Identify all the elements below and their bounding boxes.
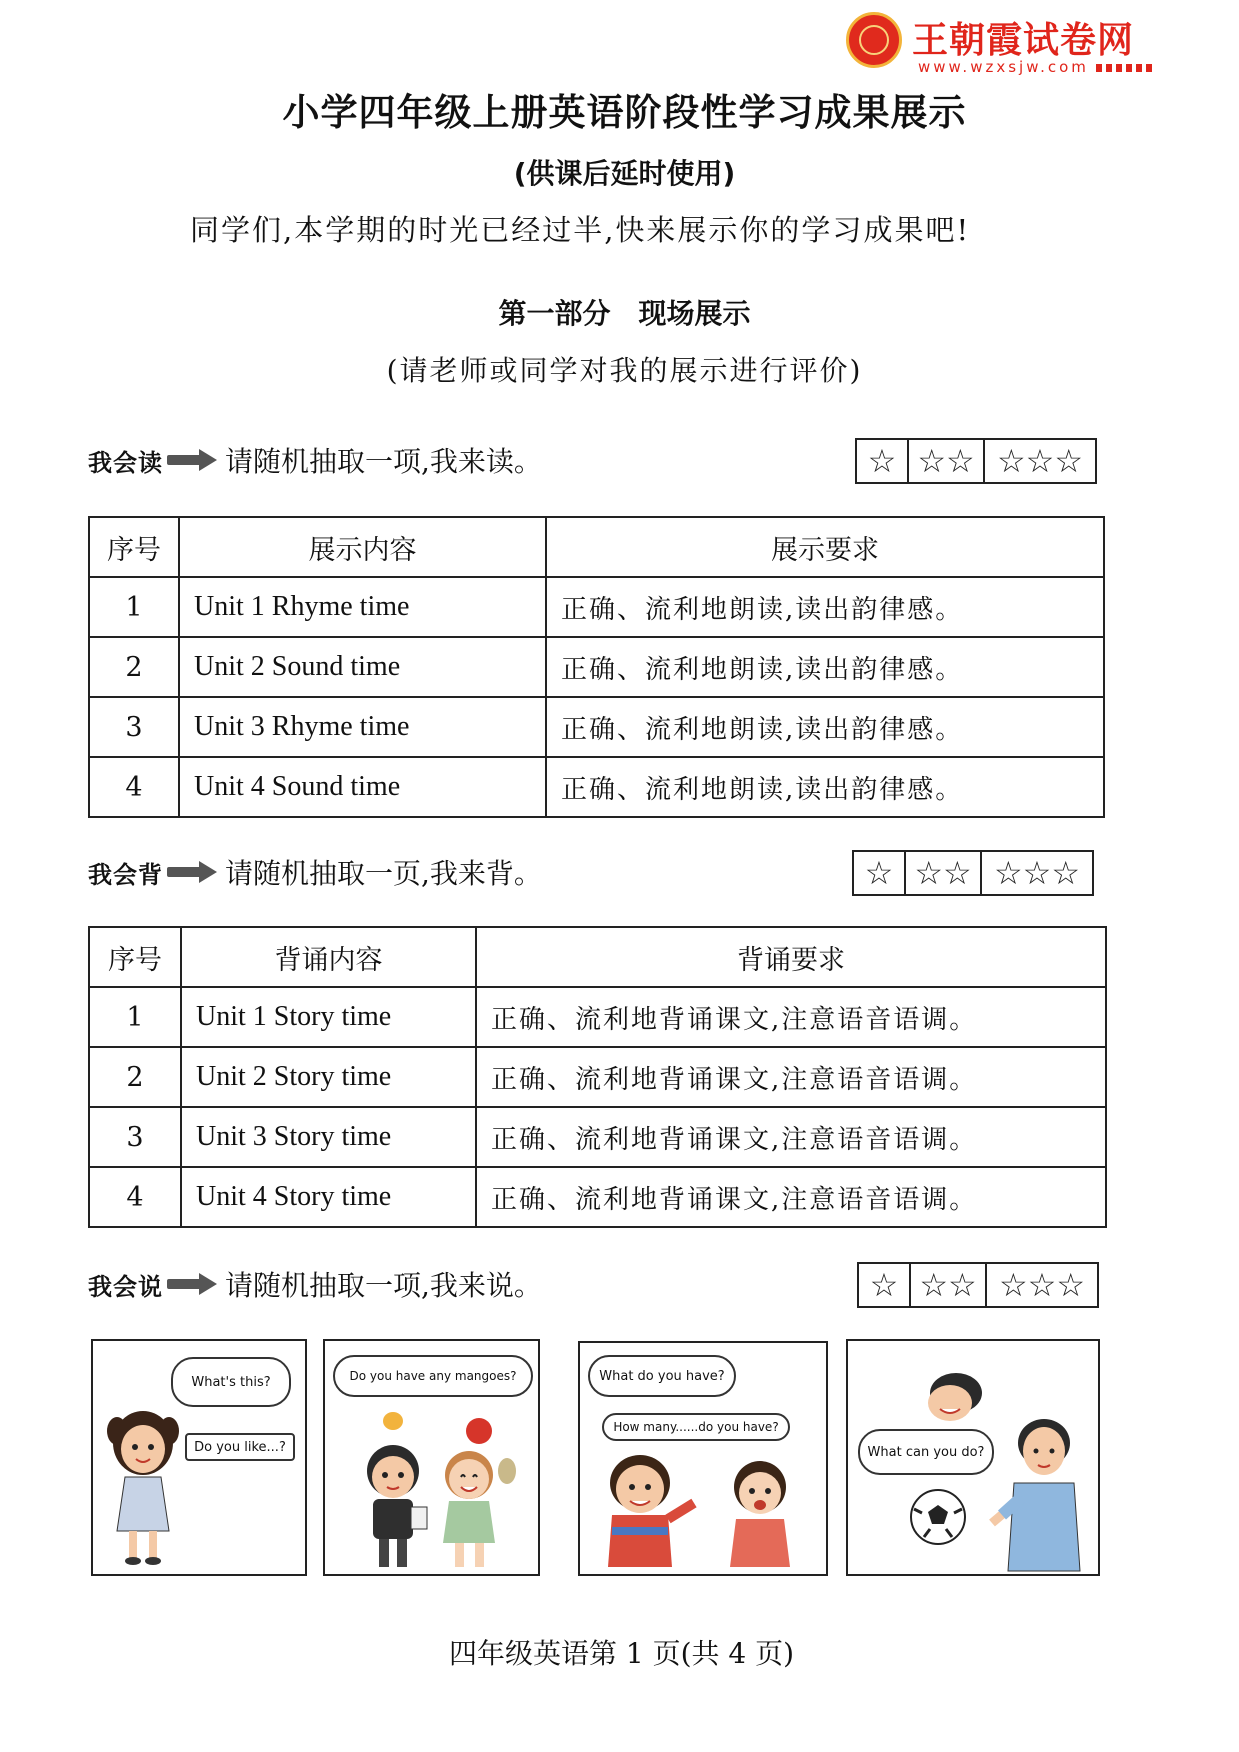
comic-panel-3[interactable]: [578, 1341, 828, 1576]
recite-instruction: 请随机抽取一页,我来背。: [225, 857, 542, 890]
row-no: 1: [89, 577, 179, 637]
intro-text: 同学们,本学期的时光已经过半,快来展示你的学习成果吧!: [190, 213, 971, 247]
row-req: 正确、流利地朗读,读出韵律感。: [546, 637, 1104, 697]
table-row: [89, 1107, 1106, 1167]
arrow-right-icon: [167, 861, 219, 883]
speech-bubble: Do you like...?: [185, 1433, 295, 1461]
row-req: 正确、流利地朗读,读出韵律感。: [546, 577, 1104, 637]
recite-section-name: 我会背: [88, 860, 163, 889]
table-row: [89, 697, 1104, 757]
logo-name: 王朝霞试卷网: [912, 20, 1135, 61]
row-content: Unit 3 Story time: [181, 1107, 476, 1167]
row-no: 3: [89, 697, 179, 757]
read-section-heading: [88, 440, 542, 480]
row-content: Unit 2 Sound time: [179, 637, 546, 697]
speech-bubble: What's this?: [171, 1357, 291, 1407]
logo-url: www.wzxsjw.com: [918, 58, 1089, 76]
rating-one-star[interactable]: ☆: [859, 1264, 911, 1306]
row-content: Unit 1 Story time: [181, 987, 476, 1047]
table-header-row: [89, 927, 1106, 987]
table-row: [89, 577, 1104, 637]
speak-section-heading: [88, 1264, 542, 1304]
read-table: [88, 516, 1105, 818]
speak-rating[interactable]: [857, 1262, 1099, 1308]
col-header-req: 背诵要求: [476, 927, 1106, 987]
row-content: Unit 4 Story time: [181, 1167, 476, 1227]
rating-one-star[interactable]: ☆: [854, 852, 906, 894]
boy-and-girl-figure-icon: [590, 1443, 820, 1573]
rating-two-stars[interactable]: ☆☆: [909, 440, 985, 482]
children-with-fruit-icon: [345, 1411, 525, 1576]
read-rating[interactable]: [855, 438, 1097, 484]
boy-head-icon: [918, 1369, 988, 1427]
recite-section-heading: [88, 852, 542, 892]
table-row: [89, 1047, 1106, 1107]
col-header-content: 背诵内容: [181, 927, 476, 987]
seal-icon: [846, 12, 902, 68]
rating-three-stars[interactable]: ☆☆☆: [993, 854, 1081, 892]
row-no: 1: [89, 987, 181, 1047]
table-row: [89, 757, 1104, 817]
col-header-content: 展示内容: [179, 517, 546, 577]
row-req: 正确、流利地背诵课文,注意语音语调。: [476, 1107, 1106, 1167]
speak-instruction: 请随机抽取一项,我来说。: [225, 1269, 542, 1302]
row-content: Unit 4 Sound time: [179, 757, 546, 817]
arrow-right-icon: [167, 1273, 219, 1295]
rating-three-stars[interactable]: ☆☆☆: [998, 1266, 1086, 1304]
page-subtitle: (供课后延时使用): [513, 157, 736, 190]
site-logo: [842, 8, 1162, 80]
read-instruction: 请随机抽取一项,我来读。: [225, 445, 542, 478]
rating-two-stars[interactable]: ☆☆: [911, 1264, 987, 1306]
row-req: 正确、流利地背诵课文,注意语音语调。: [476, 987, 1106, 1047]
comic-panel-2[interactable]: [323, 1339, 540, 1576]
rating-three-stars[interactable]: ☆☆☆: [996, 442, 1084, 480]
recite-rating[interactable]: [852, 850, 1094, 896]
comic-panel-1[interactable]: [91, 1339, 307, 1576]
rating-two-stars[interactable]: ☆☆: [906, 852, 982, 894]
col-header-no: 序号: [89, 517, 179, 577]
row-content: Unit 3 Rhyme time: [179, 697, 546, 757]
row-no: 4: [89, 1167, 181, 1227]
speech-bubble: What can you do?: [858, 1429, 994, 1475]
col-header-req: 展示要求: [546, 517, 1104, 577]
speech-bubble: How many......do you have?: [602, 1413, 790, 1441]
arrow-right-icon: [167, 449, 219, 471]
recite-table: [88, 926, 1107, 1228]
part-note: (请老师或同学对我的展示进行评价): [386, 354, 863, 387]
boy-pointing-figure-icon: [988, 1411, 1098, 1576]
row-req: 正确、流利地朗读,读出韵律感。: [546, 757, 1104, 817]
comic-panel-4[interactable]: [846, 1339, 1100, 1576]
table-row: [89, 637, 1104, 697]
row-req: 正确、流利地朗读,读出韵律感。: [546, 697, 1104, 757]
row-no: 3: [89, 1107, 181, 1167]
part-title: 第一部分 现场展示: [498, 297, 751, 330]
table-header-row: [89, 517, 1104, 577]
logo-stripes: [1096, 64, 1154, 72]
rating-one-star[interactable]: ☆: [857, 440, 909, 482]
row-req: 正确、流利地背诵课文,注意语音语调。: [476, 1167, 1106, 1227]
row-no: 2: [89, 1047, 181, 1107]
row-no: 4: [89, 757, 179, 817]
row-content: Unit 2 Story time: [181, 1047, 476, 1107]
page-title: 小学四年级上册英语阶段性学习成果展示: [282, 91, 967, 134]
speak-section-name: 我会说: [88, 1272, 163, 1301]
speech-bubble: What do you have?: [588, 1355, 736, 1397]
row-content: Unit 1 Rhyme time: [179, 577, 546, 637]
football-icon: [908, 1487, 968, 1547]
read-section-name: 我会读: [88, 448, 163, 477]
table-row: [89, 987, 1106, 1047]
speech-bubble: Do you have any mangoes?: [333, 1355, 533, 1397]
row-no: 2: [89, 637, 179, 697]
col-header-no: 序号: [89, 927, 181, 987]
girl-figure-icon: [103, 1401, 183, 1576]
page-footer: 四年级英语第 1 页(共 4 页): [448, 1637, 795, 1670]
table-row: [89, 1167, 1106, 1227]
row-req: 正确、流利地背诵课文,注意语音语调。: [476, 1047, 1106, 1107]
